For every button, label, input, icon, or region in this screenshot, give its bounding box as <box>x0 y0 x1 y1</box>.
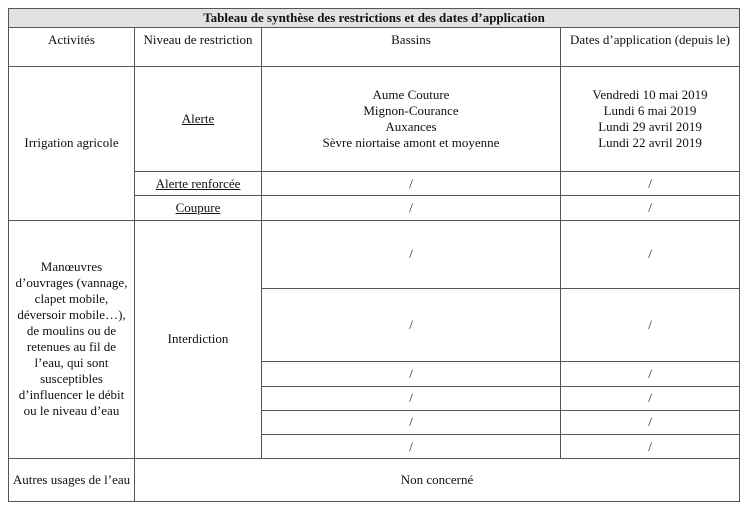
table-cell: / <box>262 220 561 289</box>
level-alerte-renforcee <box>135 171 262 195</box>
level-interdiction: Interdiction <box>135 220 262 459</box>
table-cell: / <box>262 435 561 459</box>
activity-irrigation: Irrigation agricole <box>9 66 135 220</box>
autres-value: Non concerné <box>135 459 740 502</box>
header-activites: Activités <box>9 28 135 66</box>
bassin-item: Aume Couture <box>372 86 450 102</box>
activity-manoeuvres: Manœuvres d’ouvrages (vannage, clapet mobile, déversoir mobile…), de moulins ou de retenues au fil de l’eau, qui sont susceptibles d’influencer le débit ou le niveau d’eau <box>9 220 135 459</box>
date-item: Lundi 22 avril 2019 <box>598 134 702 150</box>
alerte-dates <box>561 66 740 171</box>
table-cell: / <box>561 362 740 386</box>
table-cell: / <box>561 386 740 410</box>
level-alerte <box>135 66 262 171</box>
table-cell: / <box>262 362 561 386</box>
header-niveau: Niveau de restriction <box>135 28 262 66</box>
date-item: Lundi 29 avril 2019 <box>598 118 702 134</box>
table-cell: / <box>561 220 740 289</box>
bassin-item: Sèvre niortaise amont et moyenne <box>322 134 500 150</box>
table-cell: / <box>262 171 561 195</box>
level-coupure <box>135 196 262 220</box>
date-item: Lundi 6 mai 2019 <box>603 102 697 118</box>
table-cell: / <box>561 196 740 220</box>
table-cell: / <box>561 171 740 195</box>
activity-autres: Autres usages de l’eau <box>9 459 135 502</box>
level-alerte-label: Alerte <box>181 110 215 126</box>
header-bassins: Bassins <box>262 28 561 66</box>
bassin-item: Auxances <box>385 118 437 134</box>
table-cell: / <box>561 289 740 362</box>
table-cell: / <box>262 289 561 362</box>
date-item: Vendredi 10 mai 2019 <box>592 86 708 102</box>
header-dates: Dates d’application (depuis le) <box>561 28 740 66</box>
table-cell: / <box>262 410 561 434</box>
table-title: Tableau de synthèse des restrictions et des dates d’application <box>9 9 740 28</box>
level-alerte-renforcee-label: Alerte renforcée <box>155 175 241 191</box>
level-coupure-label: Coupure <box>175 199 221 215</box>
table-cell: / <box>262 386 561 410</box>
alerte-bassins <box>262 66 561 171</box>
table-cell: / <box>262 196 561 220</box>
table-cell: / <box>561 435 740 459</box>
table-cell: / <box>561 410 740 434</box>
bassin-item: Mignon-Courance <box>363 102 459 118</box>
restrictions-table <box>8 8 740 502</box>
